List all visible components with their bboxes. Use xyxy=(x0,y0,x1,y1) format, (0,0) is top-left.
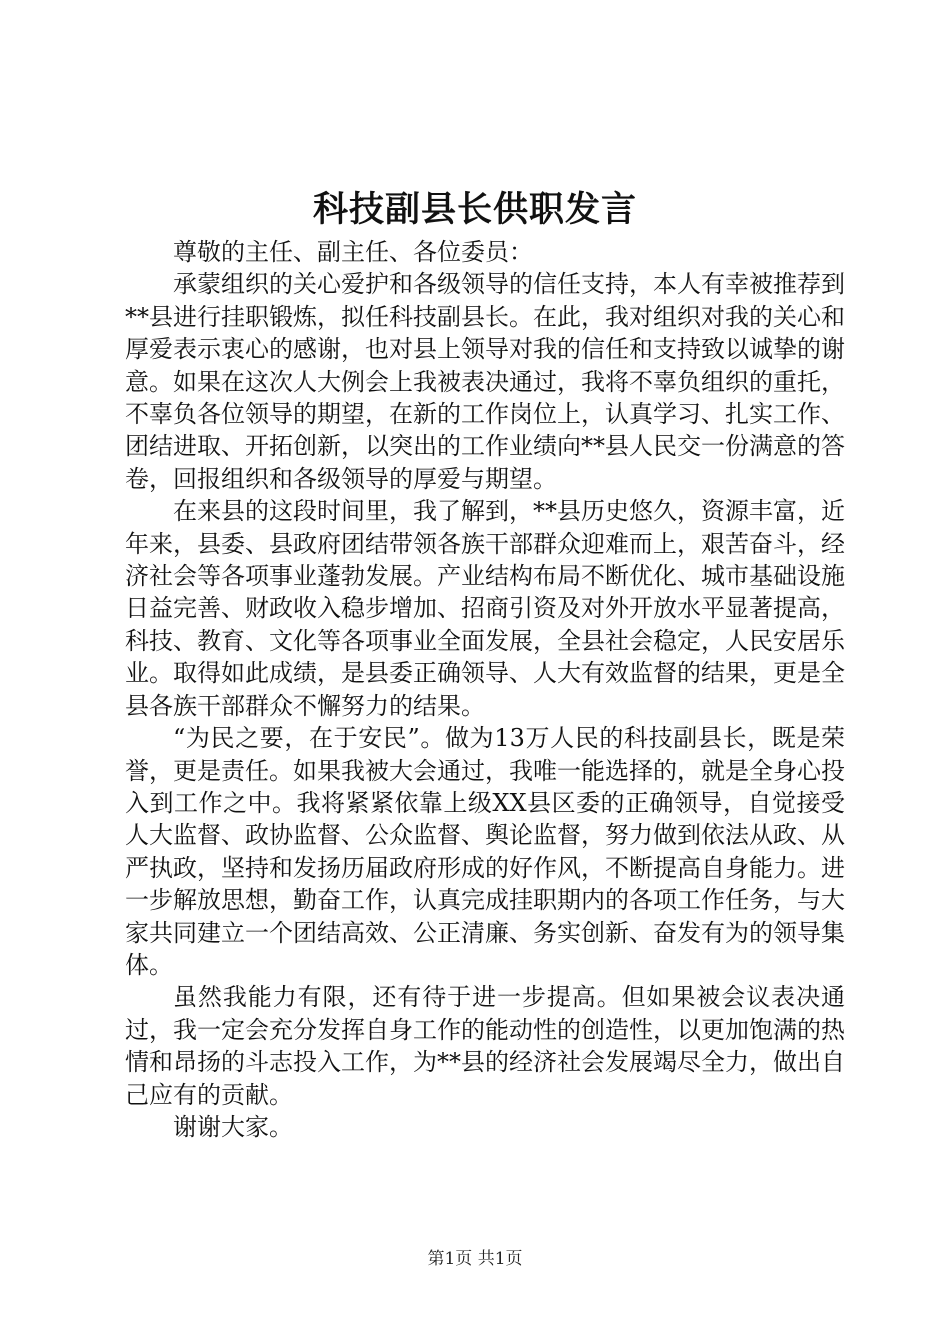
paragraph-2: 在来县的这段时间里，我了解到，**县历史悠久，资源丰富，近年来，县委、县政府团结带领各族干部群众迎难而上，艰苦奋斗，经济社会等各项事业蓬勃发展。产业结构布局不断优化、城市基础设施日益完善、财政收入稳步增加、招商引资及对外开放水平显著提高，科技、教育、文化等各项事业全面发展，全县社会稳定，人民安居乐业。取得如此成绩，是县委正确领导、人大有效监督的结果，更是全县各族干部群众不懈努力的结果。 xyxy=(125,497,845,720)
page-footer: 第1页 共1页 xyxy=(427,1249,523,1269)
paragraph-3: “为民之要，在于安民”。做为13万人民的科技副县长，既是荣誉，更是责任。如果我被大会通过，我唯一能选择的，就是全身心投入到工作之中。我将紧紧依靠上级XX县区委的正确领导，自觉接受人大监督、政协监督、公众监督、舆论监督，努力做到依法从政、从严执政，坚持和发扬历届政府形成的好作风，不断提高自身能力。进一步解放思想，勤奋工作，认真完成挂职期内的各项工作任务，与大家共同建立一个团结高效、公正清廉、务实创新、奋发有为的领导集体。 xyxy=(125,724,845,979)
salutation: 尊敬的主任、副主任、各位委员： xyxy=(173,238,533,266)
document-title: 科技副县长供职发言 xyxy=(312,189,637,230)
document-body xyxy=(125,236,845,1143)
paragraph-1: 承蒙组织的关心爱护和各级领导的信任支持，本人有幸被推荐到**县进行挂职锻炼，拟任科技副县长。在此，我对组织对我的关心和厚爱表示衷心的感谢，也对县上领导对我的信任和支持致以诚挚的谢意。如果在这次人大例会上我被表决通过，我将不辜负组织的重托，不辜负各位领导的期望，在新的工作岗位上，认真学习、扎实工作、团结进取、开拓创新，以突出的工作业绩向**县人民交一份满意的答卷，回报组织和各级领导的厚爱与期望。 xyxy=(125,270,845,493)
paragraph-4: 虽然我能力有限，还有待于进一步提高。但如果被会议表决通过，我一定会充分发挥自身工作的能动性的创造性，以更加饱满的热情和昂扬的斗志投入工作，为**县的经济社会发展竭尽全力，做出自己应有的贡献。 xyxy=(125,983,845,1109)
closing: 谢谢大家。 xyxy=(173,1112,293,1141)
